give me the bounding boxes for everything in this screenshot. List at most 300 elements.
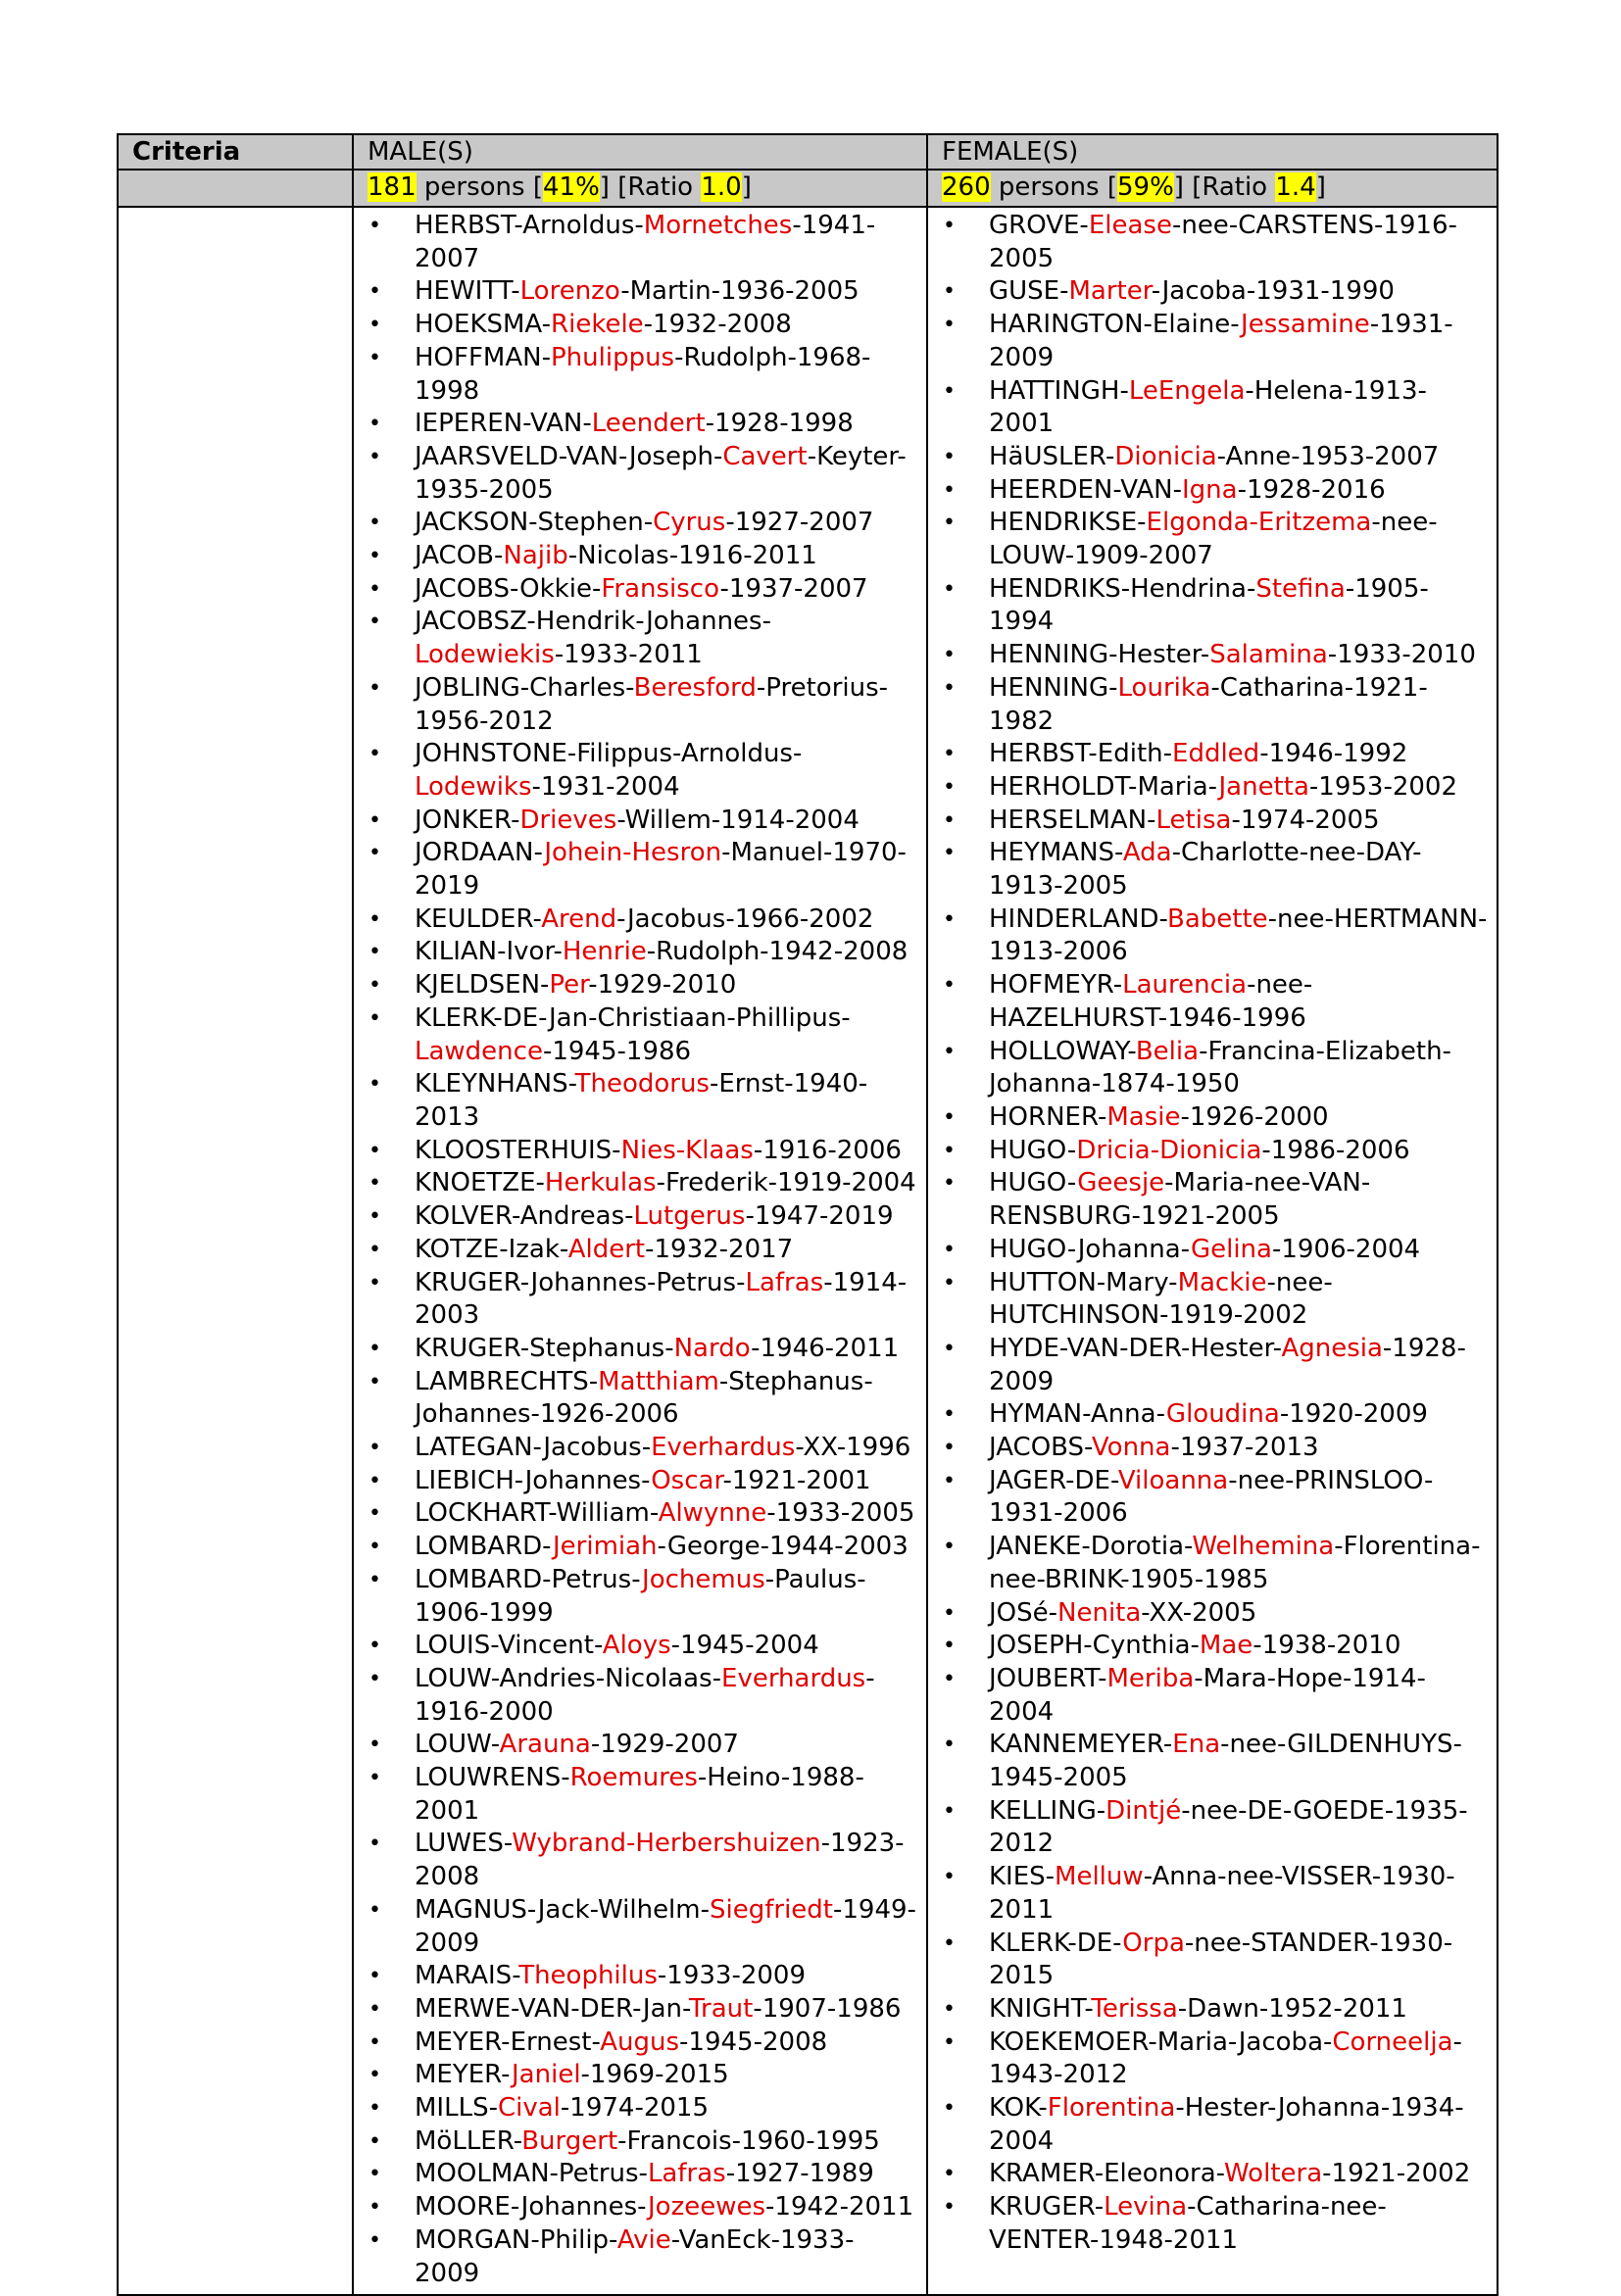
name-part: HERBST-Edith- (989, 739, 1173, 769)
emphasized-name: Lawdence (415, 1036, 543, 1066)
emphasized-name: Viloanna (1117, 1465, 1229, 1495)
female-list-item (928, 771, 1497, 805)
name-part: MARAIS- (415, 1961, 519, 1991)
name-part: HERBST-Arnoldus- (415, 211, 644, 240)
male-list-item (354, 2224, 926, 2290)
name-part: -1946-1992 (1259, 739, 1408, 769)
emphasized-name: Janetta (1218, 771, 1309, 802)
name-part: JACOBSZ-Hendrik-Johannes- (415, 607, 771, 637)
male-list-item (354, 1333, 926, 1366)
name-part: -XX-1996 (795, 1433, 911, 1463)
name-part: -Anne-1953-2007 (1216, 441, 1440, 471)
name-part: -1914-2003 (415, 1267, 908, 1331)
male-list-item (354, 1200, 926, 1234)
name-part: -XX-2005 (1141, 1597, 1257, 1628)
criteria-header: Criteria (118, 134, 353, 170)
female-list-item (928, 210, 1497, 275)
male-list-item (354, 2092, 926, 2125)
female-list-item (928, 1531, 1497, 1596)
male-list-item (354, 1564, 926, 1630)
name-part: -Jacoba-1931-1990 (1151, 276, 1395, 307)
name-part: HATTINGH- (989, 375, 1129, 406)
female-list-item (928, 639, 1497, 672)
male-list-item (354, 210, 926, 275)
name-part: -1921-2002 (1322, 2159, 1471, 2189)
name-part: -Anna-nee-VISSER-1930-2011 (989, 1862, 1455, 1925)
name-part: -Pretorius-1956-2012 (415, 672, 889, 736)
name-part: MORGAN-Philip- (415, 2224, 617, 2255)
female-list-item (928, 375, 1497, 441)
female-list-item (928, 1630, 1497, 1663)
female-list-item (928, 1663, 1497, 1729)
male-list-item (354, 342, 926, 408)
name-part: -nee-PRINSLOO-1931-2006 (989, 1465, 1434, 1529)
emphasized-name: Terissa (1091, 1993, 1178, 2024)
name-part: JACOBS-Okkie- (415, 573, 602, 604)
emphasized-name: Lodewiks (415, 771, 532, 802)
emphasized-name: Janiel (512, 2060, 581, 2090)
male-ratio: 1.0 (701, 172, 742, 202)
male-list-item (354, 1828, 926, 1893)
female-list-item (928, 2191, 1497, 2257)
female-list-item (928, 309, 1497, 374)
emphasized-name: Mae (1199, 1631, 1253, 1661)
name-part: -Catharina-nee-VENTER-1948-2011 (989, 2192, 1387, 2255)
male-list-item (354, 1167, 926, 1200)
female-list-item (928, 1432, 1497, 1465)
name-part: -Ernst-1940-2013 (415, 1069, 868, 1132)
emphasized-name: Marter (1068, 276, 1152, 307)
list-row (118, 207, 1498, 2295)
name-part: -Martin-1936-2005 (620, 276, 860, 307)
name-part: KRUGER-Stephanus- (415, 1333, 674, 1363)
name-part: HOFFMAN- (415, 342, 551, 372)
male-header: MALE(S) (353, 134, 927, 170)
female-header: FEMALE(S) (927, 134, 1498, 170)
criteria-cell (118, 207, 353, 2295)
name-part: JOBLING-Charles- (415, 672, 634, 703)
name-part: MOOLMAN-Petrus- (415, 2159, 648, 2189)
name-part: -1974-2005 (1231, 805, 1380, 835)
name-part: -1941-2007 (415, 211, 876, 273)
emphasized-name: Per (549, 970, 589, 1001)
emphasized-name: Siegfriedt (710, 1894, 833, 1925)
male-percent: 41% (542, 172, 600, 202)
name-part: LOMBARD- (415, 1532, 553, 1562)
male-list-item (354, 1002, 926, 1068)
male-list-item (354, 1135, 926, 1168)
name-part: HENNING- (989, 672, 1118, 703)
name-part: IEPEREN-VAN- (415, 409, 592, 439)
emphasized-name: Arend (541, 904, 617, 934)
emphasized-name: Oscar (651, 1465, 723, 1495)
emphasized-name: Corneelja (1332, 2027, 1453, 2057)
name-part: MEYER-Ernest- (415, 2027, 601, 2057)
name-part: -1942-2011 (765, 2192, 914, 2223)
emphasized-name: Gelina (1190, 1234, 1272, 1264)
emphasized-name: Lodewiekis (415, 640, 555, 670)
emphasized-name: Theophilus (518, 1961, 658, 1991)
emphasized-name: Matthiam (598, 1366, 719, 1396)
name-part: -1905-1994 (989, 573, 1429, 637)
name-part: JORDAAN- (415, 838, 545, 868)
male-count: 181 (368, 172, 417, 202)
emphasized-name: Dionicia (1114, 441, 1217, 471)
name-part: HUTTON-Mary- (989, 1267, 1178, 1297)
male-list-item (354, 573, 926, 607)
emphasized-name: Drieves (519, 805, 617, 835)
name-part: GUSE- (989, 276, 1069, 307)
name-part: LUWES- (415, 1829, 513, 1859)
name-part: HOLLOWAY- (989, 1036, 1136, 1066)
name-part: LIEBICH-Johannes- (415, 1465, 652, 1495)
emphasized-name: Woltera (1224, 2159, 1323, 2189)
name-part: HORNER- (989, 1101, 1107, 1132)
male-list-item (354, 1894, 926, 1960)
name-part: -Francina-Elizabeth-Johanna-1874-1950 (989, 1036, 1451, 1099)
name-part: MOORE-Johannes- (415, 2192, 648, 2223)
female-list-item (928, 2027, 1497, 2092)
emphasized-name: Phulippus (550, 342, 675, 372)
male-ratio-prefix: ] [Ratio (599, 172, 702, 202)
female-list-item (928, 1036, 1497, 1101)
name-part: -1927-1989 (725, 2159, 874, 2189)
female-list-item (928, 474, 1497, 508)
name-part: HINDERLAND- (989, 904, 1167, 934)
emphasized-name: Lutgerus (633, 1201, 746, 1232)
name-part: HOEKSMA- (415, 310, 552, 340)
name-part: -1928-2009 (989, 1333, 1466, 1396)
name-part: -Hester-Johanna-1934-2004 (989, 2093, 1464, 2156)
name-part: -1932-2017 (645, 1234, 794, 1264)
name-part: -Jacobus-1966-2002 (616, 904, 874, 934)
emphasized-name: Jochemus (642, 1564, 765, 1594)
male-list-item (354, 1432, 926, 1465)
emphasized-name: Igna (1181, 474, 1238, 505)
name-part: -Frederik-1919-2004 (656, 1168, 916, 1198)
name-part: -Heino-1988-2001 (415, 1763, 864, 1826)
male-summary (353, 170, 927, 207)
name-part: KLEYNHANS- (415, 1069, 575, 1099)
name-part: JONKER- (415, 805, 520, 835)
female-list-item (928, 1101, 1497, 1135)
names-table (117, 133, 1498, 2296)
emphasized-name: Jessamine (1241, 310, 1370, 340)
female-list-item (928, 441, 1497, 474)
female-count: 260 (942, 172, 991, 202)
male-list-item (354, 1531, 926, 1564)
emphasized-name: Beresford (633, 672, 757, 703)
name-part: LOUWRENS- (415, 1763, 570, 1793)
name-part: -Dawn-1952-2011 (1177, 1993, 1407, 2024)
emphasized-name: Roemures (569, 1763, 698, 1793)
female-list-item (928, 1333, 1497, 1398)
name-part: KLERK-DE- (989, 1928, 1123, 1958)
name-part: -1947-2019 (745, 1201, 894, 1232)
emphasized-name: Eddled (1172, 739, 1260, 769)
name-part: -1928-2016 (1237, 474, 1386, 505)
name-part: -1969-2015 (580, 2060, 729, 2090)
name-part: -Mara-Hope-1914-2004 (989, 1663, 1426, 1727)
name-part: JOSé- (989, 1597, 1058, 1628)
name-part: JANEKE-Dorotia- (989, 1532, 1193, 1562)
name-part: -1933-2005 (766, 1498, 915, 1529)
emphasized-name: LeEngela (1128, 375, 1246, 406)
name-part: LOUIS-Vincent- (415, 1631, 603, 1661)
name-part: -1932-2008 (643, 310, 792, 340)
emphasized-name: Najib (503, 541, 568, 571)
name-part: -Nicolas-1916-2011 (567, 541, 817, 571)
male-list-item (354, 1630, 926, 1663)
name-part: -nee-GILDENHUYS-1945-2005 (989, 1730, 1462, 1793)
female-list-item (928, 1167, 1497, 1233)
name-part: MILLS- (415, 2093, 498, 2124)
name-part: KILIAN-Ivor- (415, 937, 563, 967)
name-part: -1928-1998 (705, 409, 854, 439)
name-part: -1937-2013 (1170, 1433, 1319, 1463)
female-close: ] (1315, 172, 1326, 202)
name-part: -George-1944-2003 (657, 1532, 909, 1562)
name-part: HYMAN-Anna- (989, 1399, 1166, 1430)
male-list-item (354, 1729, 926, 1762)
name-part: -nee-CARSTENS-1916-2005 (989, 211, 1457, 273)
emphasized-name: Melluw (1055, 1862, 1144, 1892)
name-part: -1974-2015 (560, 2093, 709, 2124)
name-part: JOUBERT- (989, 1663, 1107, 1693)
emphasized-name: Elgonda-Eritzema (1146, 508, 1372, 538)
female-list-item (928, 805, 1497, 838)
name-part: KOK- (989, 2093, 1048, 2124)
name-part: -Maria-nee-VAN-RENSBURG-1921-2005 (989, 1168, 1371, 1232)
emphasized-name: Dricia-Dionicia (1076, 1135, 1262, 1165)
female-list-item (928, 1267, 1497, 1333)
female-list (928, 208, 1497, 2262)
name-part: -Stephanus-Johannes-1926-2006 (415, 1366, 873, 1430)
name-part: HENDRIKS-Hendrina- (989, 573, 1256, 604)
male-list (354, 208, 926, 2294)
name-part: -1945-2004 (670, 1631, 819, 1661)
male-list-item (354, 408, 926, 441)
female-list-item (928, 1729, 1497, 1794)
name-part: KNOETZE- (415, 1168, 545, 1198)
name-part: -nee-STANDER-1930-2015 (989, 1928, 1453, 1991)
name-part: -Willem-1914-2004 (616, 805, 860, 835)
female-summary (927, 170, 1498, 207)
male-list-item (354, 805, 926, 838)
name-part: JOSEPH-Cynthia- (989, 1631, 1200, 1661)
name-part: KRAMER-Eleonora- (989, 2159, 1224, 2189)
name-part: -Rudolph-1968-1998 (415, 342, 871, 406)
name-part: -1986-2006 (1261, 1135, 1410, 1165)
emphasized-name: Traut (688, 1993, 754, 2024)
name-part: HEWITT- (415, 276, 520, 307)
name-part: KIES- (989, 1862, 1056, 1892)
male-list-item (354, 1068, 926, 1134)
male-list-item (354, 606, 926, 671)
emphasized-name: Everhardus (721, 1663, 866, 1693)
female-ratio: 1.4 (1275, 172, 1316, 202)
name-part: -1921-2001 (722, 1465, 871, 1495)
emphasized-name: Gloudina (1165, 1399, 1280, 1430)
name-part: KRUGER-Johannes-Petrus- (415, 1267, 746, 1297)
name-part: -Manuel-1970-2019 (415, 838, 907, 902)
name-part: JAARSVELD-VAN-Joseph- (415, 441, 723, 471)
name-part: -1945-1986 (542, 1036, 692, 1066)
emphasized-name: Elease (1088, 211, 1172, 240)
emphasized-name: Mornetches (643, 211, 793, 240)
name-part: JAGER-DE- (989, 1465, 1118, 1495)
female-list-item (928, 1465, 1497, 1531)
emphasized-name: Laurencia (1122, 970, 1248, 1001)
name-part: HUGO- (989, 1135, 1077, 1165)
emphasized-name: Nenita (1057, 1597, 1142, 1628)
name-part: -1938-2010 (1253, 1631, 1401, 1661)
emphasized-name: Lafras (745, 1267, 824, 1297)
female-list-item (928, 738, 1497, 771)
emphasized-name: Aldert (567, 1234, 646, 1264)
male-list-item (354, 837, 926, 903)
name-part: -1933-2009 (657, 1961, 807, 1991)
name-part: -Helena-1913-2001 (989, 375, 1427, 439)
male-list-item (354, 2191, 926, 2224)
male-list-item (354, 309, 926, 342)
female-list-item (928, 1135, 1497, 1168)
emphasized-name: Nardo (673, 1333, 752, 1363)
name-part: HARINGTON-Elaine- (989, 310, 1242, 340)
male-list-item (354, 1762, 926, 1828)
name-part: -1937-2007 (719, 573, 868, 604)
male-list-item (354, 738, 926, 804)
emphasized-name: Burgert (521, 2125, 618, 2156)
name-part: -nee-HERTMANN-1913-2006 (989, 904, 1488, 967)
emphasized-name: Babette (1166, 904, 1268, 934)
name-part: HENDRIKSE- (989, 508, 1147, 538)
female-list-item (928, 507, 1497, 572)
name-part: MERWE-VAN-DER-Jan- (415, 1993, 689, 2024)
female-ratio-prefix: ] [Ratio (1173, 172, 1276, 202)
name-part: HUGO- (989, 1168, 1078, 1198)
emphasized-name: Masie (1106, 1101, 1181, 1132)
name-part: HEERDEN-VAN- (989, 474, 1182, 505)
female-list-item (928, 1597, 1497, 1631)
emphasized-name: Leendert (591, 409, 706, 439)
name-part: -1926-2000 (1180, 1101, 1329, 1132)
emphasized-name: Henrie (562, 937, 647, 967)
male-list-item (354, 1465, 926, 1498)
female-list-item (928, 904, 1497, 969)
male-list-item (354, 275, 926, 309)
emphasized-name: Letisa (1155, 805, 1232, 835)
name-part: -1946-2011 (751, 1333, 900, 1363)
male-list-item (354, 1267, 926, 1333)
female-list-item (928, 1795, 1497, 1861)
male-persons-text: persons [ (416, 172, 543, 202)
female-list-item (928, 1928, 1497, 1993)
female-list-item (928, 1398, 1497, 1432)
female-list-item (928, 573, 1497, 639)
emphasized-name: Everhardus (651, 1433, 796, 1463)
name-part: KJELDSEN- (415, 970, 550, 1001)
name-part: HUGO-Johanna- (989, 1234, 1191, 1264)
emphasized-name: Cyrus (653, 508, 726, 538)
name-part: -Rudolph-1942-2008 (646, 937, 909, 967)
name-part: -1916-2000 (415, 1663, 875, 1727)
name-part: HERSELMAN- (989, 805, 1156, 835)
name-part: KLOOSTERHUIS- (415, 1135, 621, 1165)
name-part: JACOBS- (989, 1433, 1092, 1463)
female-list-item (928, 837, 1497, 903)
name-part: KOEKEMOER-Maria-Jacoba- (989, 2027, 1333, 2057)
name-part: LOUW- (415, 1730, 500, 1760)
name-part: -1953-2002 (1308, 771, 1457, 802)
name-part: KELLING- (989, 1795, 1106, 1826)
name-part: -1949-2009 (415, 1894, 916, 1958)
male-list-item (354, 969, 926, 1002)
male-list-item (354, 1497, 926, 1531)
name-part: -nee-LOUW-1909-2007 (989, 508, 1438, 571)
name-part: -1933-2011 (554, 640, 703, 670)
name-part: MEYER- (415, 2060, 513, 2090)
emphasized-name: Salamina (1209, 640, 1328, 670)
emphasized-name: Cavert (722, 441, 808, 471)
male-list-item (354, 2059, 926, 2092)
emphasized-name: Riekele (551, 310, 644, 340)
emphasized-name: Theodorus (574, 1069, 710, 1099)
emphasized-name: Lorenzo (519, 276, 621, 307)
male-list-item (354, 672, 926, 738)
emphasized-name: Dintjé (1105, 1795, 1182, 1826)
name-part: HäUSLER- (989, 441, 1115, 471)
name-part: HENNING-Hester- (989, 640, 1210, 670)
female-list-item (928, 1993, 1497, 2027)
name-part: LAMBRECHTS- (415, 1366, 599, 1396)
name-part: -1923-2008 (415, 1829, 905, 1892)
name-part: -nee-DE-GOEDE-1935-2012 (989, 1795, 1468, 1859)
name-part: HOFMEYR- (989, 970, 1123, 1001)
emphasized-name: Ena (1172, 1730, 1221, 1760)
female-list-item (928, 1861, 1497, 1927)
male-list-cell (353, 207, 927, 2295)
male-list-item (354, 904, 926, 937)
name-part: -Charlotte-nee-DAY-1913-2005 (989, 838, 1422, 902)
emphasized-name: Fransisco (601, 573, 720, 604)
name-part: JACOB- (415, 541, 504, 571)
name-part: -VanEck-1933-2009 (415, 2224, 855, 2288)
male-list-item (354, 540, 926, 573)
name-part: JACKSON-Stephen- (415, 508, 654, 538)
name-part: LOMBARD-Petrus- (415, 1564, 643, 1594)
male-close: ] (741, 172, 752, 202)
name-part: KOLVER-Andreas- (415, 1201, 634, 1232)
header-row (118, 134, 1498, 170)
female-list-item (928, 275, 1497, 309)
emphasized-name: Alwynne (658, 1498, 767, 1529)
name-part: -1931-2009 (989, 310, 1453, 372)
emphasized-name: Geesje (1077, 1168, 1165, 1198)
emphasized-name: Jerimiah (553, 1532, 658, 1562)
male-list-item (354, 2158, 926, 2191)
female-percent: 59% (1116, 172, 1174, 202)
name-part: -Francois-1960-1995 (617, 2125, 880, 2156)
name-part: KNIGHT- (989, 1993, 1092, 2024)
emphasized-name: Nies-Klaas (620, 1135, 754, 1165)
emphasized-name: Johein-Hesron (544, 838, 722, 868)
name-part: LOUW-Andries-Nicolaas- (415, 1663, 722, 1693)
name-part: MAGNUS-Jack-Wilhelm- (415, 1894, 710, 1925)
emphasized-name: Florentina (1047, 2093, 1176, 2124)
emphasized-name: Orpa (1122, 1928, 1185, 1958)
emphasized-name: Lourika (1117, 672, 1211, 703)
